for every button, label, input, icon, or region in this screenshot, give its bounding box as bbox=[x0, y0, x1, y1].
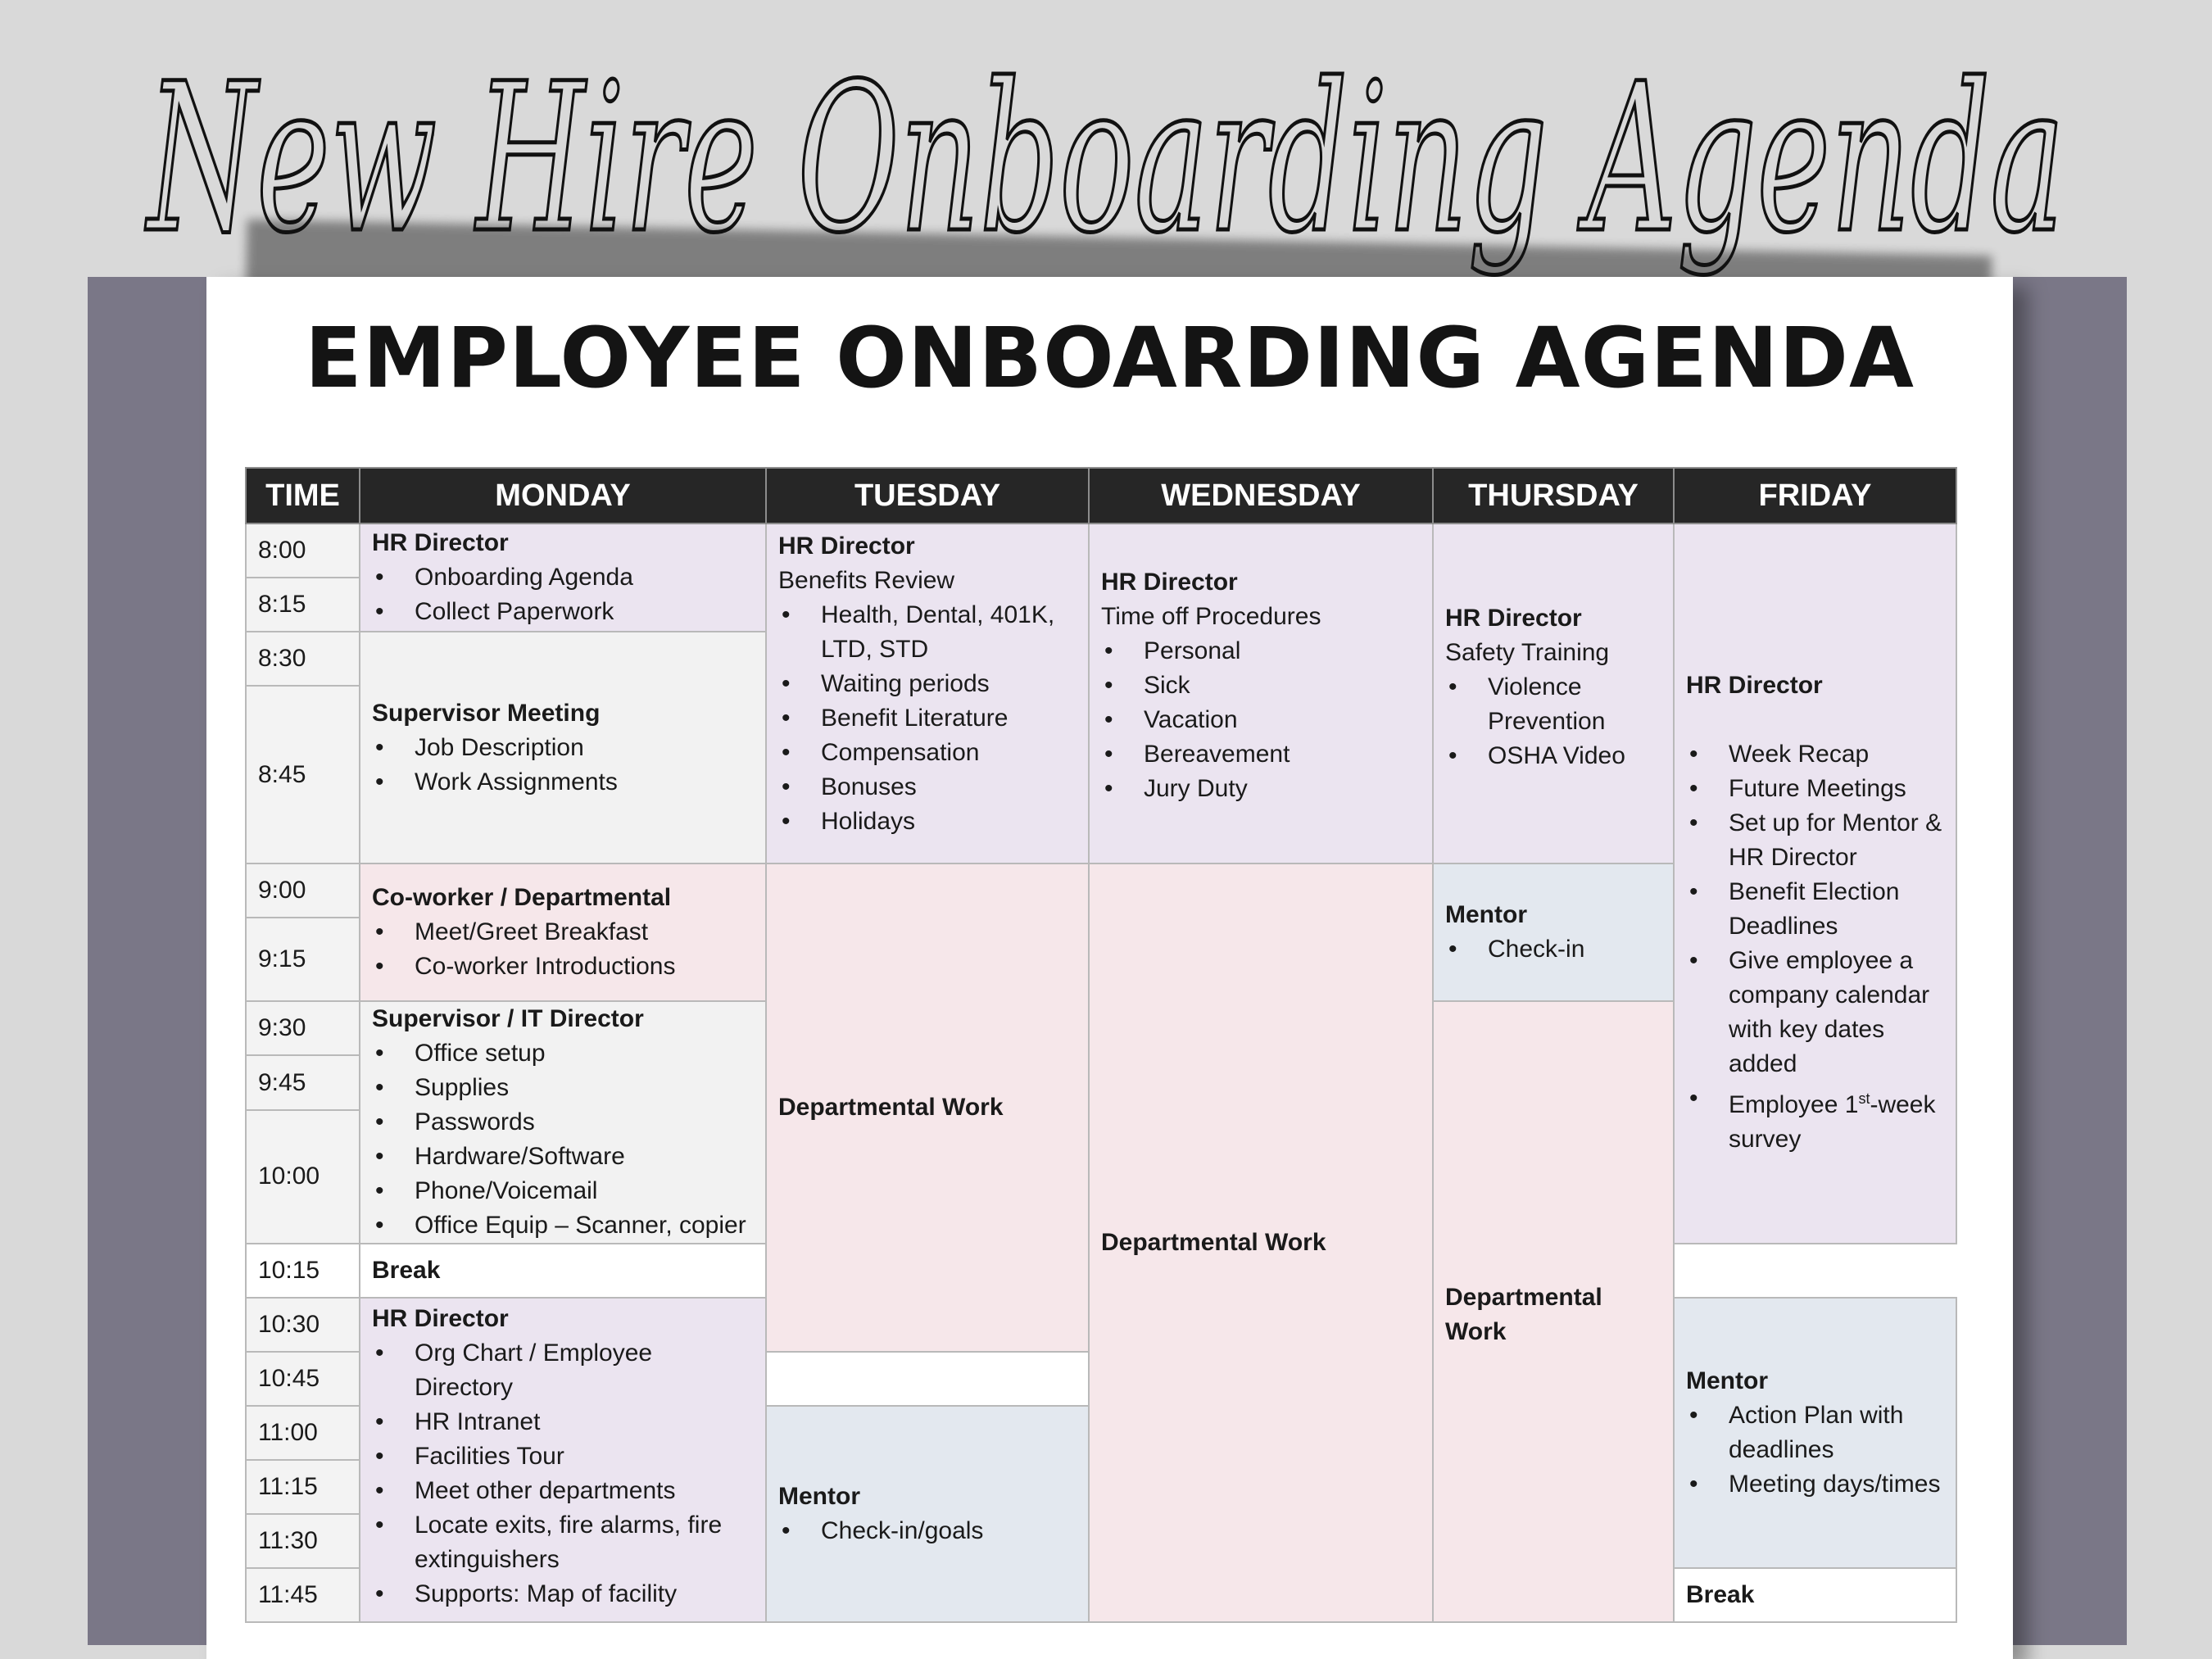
time-cell: 8:30 bbox=[246, 632, 360, 686]
block-heading: Supervisor / IT Director bbox=[372, 1005, 644, 1032]
block-heading: Co-worker / Departmental bbox=[372, 884, 672, 911]
agenda-table bbox=[245, 467, 1957, 1623]
banner-script-title bbox=[0, 0, 2212, 295]
list-item: • Office Equip – Scanner, copier bbox=[415, 1208, 754, 1243]
survey-text-start: Employee 1 bbox=[1729, 1091, 1859, 1118]
block-heading: Departmental Work bbox=[1101, 1229, 1326, 1256]
list-item: • Meet/Greet Breakfast bbox=[415, 915, 754, 950]
list-item: • Sick bbox=[1144, 669, 1421, 703]
list-item: • OSHA Video bbox=[1488, 739, 1661, 773]
time-cell: 8:45 bbox=[246, 686, 360, 863]
list-item bbox=[1729, 1081, 1944, 1157]
block-heading: HR Director bbox=[372, 529, 509, 556]
list-item: • Check-in/goals bbox=[821, 1514, 1077, 1548]
col-friday-header: FRIDAY bbox=[1674, 468, 1956, 524]
banner-title-text: New Hire Onboarding Agenda bbox=[144, 39, 2065, 278]
block-list bbox=[372, 915, 754, 984]
list-item: • Work Assignments bbox=[415, 765, 754, 800]
list-item: • Supports: Map of facility bbox=[415, 1577, 754, 1611]
block-list bbox=[1101, 634, 1421, 806]
time-cell: 9:30 bbox=[246, 1001, 360, 1055]
block-heading: Mentor bbox=[778, 1483, 860, 1510]
block-heading: HR Director bbox=[1686, 672, 1823, 699]
block-list bbox=[778, 598, 1077, 839]
block-heading: HR Director bbox=[1101, 569, 1238, 596]
list-item: • Office setup bbox=[415, 1036, 754, 1071]
banner-title-svg bbox=[0, 0, 2212, 295]
time-cell: 9:00 bbox=[246, 863, 360, 918]
list-item: • Collect Paperwork bbox=[415, 595, 754, 629]
list-item: • Bonuses bbox=[821, 770, 1077, 805]
time-cell: 9:45 bbox=[246, 1055, 360, 1109]
block-heading: Supervisor Meeting bbox=[372, 699, 601, 727]
time-cell: 10:45 bbox=[246, 1352, 360, 1406]
list-item: • Health, Dental, 401K, LTD, STD bbox=[821, 598, 1077, 667]
thursday-hr-director-block bbox=[1433, 524, 1674, 863]
block-heading: HR Director bbox=[778, 533, 915, 560]
wednesday-departmental-work-block bbox=[1089, 863, 1433, 1622]
block-list bbox=[372, 560, 754, 629]
list-item: • Give employee a company calendar with key dates added bbox=[1729, 944, 1944, 1081]
list-item: • Benefit Literature bbox=[821, 701, 1077, 736]
time-cell: 11:45 bbox=[246, 1568, 360, 1622]
list-item: • Set up for Mentor & HR Director bbox=[1729, 806, 1944, 875]
block-heading: Mentor bbox=[1686, 1367, 1768, 1394]
break-label: Break bbox=[1686, 1581, 1755, 1608]
col-tuesday-header: TUESDAY bbox=[766, 468, 1089, 524]
time-cell: 8:00 bbox=[246, 524, 360, 578]
list-item: • Meeting days/times bbox=[1729, 1467, 1944, 1502]
time-cell: 9:15 bbox=[246, 918, 360, 1001]
list-item: • Phone/Voicemail bbox=[415, 1174, 754, 1208]
break-label: Break bbox=[372, 1257, 441, 1284]
time-cell: 10:30 bbox=[246, 1298, 360, 1352]
time-cell: 11:00 bbox=[246, 1406, 360, 1460]
block-subheading: Time off Procedures bbox=[1101, 603, 1321, 630]
tuesday-mentor-block bbox=[766, 1406, 1089, 1622]
list-item: • Supplies bbox=[415, 1071, 754, 1105]
block-list bbox=[1445, 932, 1661, 967]
list-item: • Co-worker Introductions bbox=[415, 950, 754, 984]
list-item: • Week Recap bbox=[1729, 737, 1944, 772]
thursday-departmental-work-block bbox=[1433, 1001, 1674, 1622]
monday-it-director-block bbox=[360, 1001, 766, 1244]
wednesday-hr-director-block bbox=[1089, 524, 1433, 863]
block-list bbox=[1686, 1398, 1944, 1502]
header-row bbox=[246, 468, 1956, 524]
list-item: • Meet other departments bbox=[415, 1474, 754, 1508]
list-item: • Waiting periods bbox=[821, 667, 1077, 701]
spacer bbox=[1686, 703, 1944, 737]
monday-coworker-block bbox=[360, 863, 766, 1001]
survey-text-end: -week survey bbox=[1729, 1091, 1936, 1153]
col-time-header: TIME bbox=[246, 468, 360, 524]
block-heading: Departmental Work bbox=[778, 1094, 1004, 1121]
thursday-mentor-block bbox=[1433, 863, 1674, 1001]
block-heading: Mentor bbox=[1445, 901, 1527, 928]
list-item: • Facilities Tour bbox=[415, 1439, 754, 1474]
time-cell: 10:00 bbox=[246, 1110, 360, 1244]
list-item: • Check-in bbox=[1488, 932, 1661, 967]
table-row bbox=[246, 524, 1956, 578]
monday-hr-director-block bbox=[360, 524, 766, 632]
block-heading: Departmental Work bbox=[1445, 1284, 1602, 1345]
list-item: • Onboarding Agenda bbox=[415, 560, 754, 595]
list-item: • HR Intranet bbox=[415, 1405, 754, 1439]
block-list bbox=[372, 731, 754, 800]
block-heading: HR Director bbox=[1445, 605, 1582, 632]
block-subheading: Benefits Review bbox=[778, 567, 955, 594]
list-item: • Vacation bbox=[1144, 703, 1421, 737]
document-title: EMPLOYEE ONBOARDING AGENDA bbox=[305, 310, 1915, 407]
block-list bbox=[778, 1514, 1077, 1548]
time-cell: 10:15 bbox=[246, 1244, 360, 1298]
monday-supervisor-meeting-block bbox=[360, 632, 766, 863]
friday-break-block bbox=[1674, 1568, 1956, 1622]
superscript-st: st bbox=[1858, 1090, 1870, 1107]
list-item: • Action Plan with deadlines bbox=[1729, 1398, 1944, 1467]
list-item: • Holidays bbox=[821, 805, 1077, 839]
time-cell: 8:15 bbox=[246, 578, 360, 632]
list-item: • Passwords bbox=[415, 1105, 754, 1140]
tuesday-departmental-work-block bbox=[766, 863, 1089, 1352]
list-item: • Org Chart / Employee Directory bbox=[415, 1336, 754, 1405]
block-list bbox=[1445, 670, 1661, 773]
block-list bbox=[1686, 737, 1944, 1157]
list-item: • Jury Duty bbox=[1144, 772, 1421, 806]
friday-mentor-block bbox=[1674, 1298, 1956, 1568]
block-list bbox=[372, 1036, 754, 1243]
list-item: • Locate exits, fire alarms, fire extinguishers bbox=[415, 1508, 754, 1577]
time-cell: 11:15 bbox=[246, 1460, 360, 1514]
list-item: • Bereavement bbox=[1144, 737, 1421, 772]
col-wednesday-header: WEDNESDAY bbox=[1089, 468, 1433, 524]
block-heading: HR Director bbox=[372, 1305, 509, 1332]
col-monday-header: MONDAY bbox=[360, 468, 766, 524]
list-item: • Personal bbox=[1144, 634, 1421, 669]
list-item: • Benefit Election Deadlines bbox=[1729, 875, 1944, 944]
friday-hr-director-block bbox=[1674, 524, 1956, 1244]
list-item: • Hardware/Software bbox=[415, 1140, 754, 1174]
list-item: • Job Description bbox=[415, 731, 754, 765]
block-subheading: Safety Training bbox=[1445, 639, 1610, 666]
list-item: • Violence Prevention bbox=[1488, 670, 1661, 739]
block-list bbox=[372, 1336, 754, 1611]
time-cell: 11:30 bbox=[246, 1514, 360, 1568]
monday-break-block bbox=[360, 1244, 766, 1298]
monday-hr-director-tour-block bbox=[360, 1298, 766, 1622]
col-thursday-header: THURSDAY bbox=[1433, 468, 1674, 524]
list-item: • Future Meetings bbox=[1729, 772, 1944, 806]
tuesday-hr-director-block bbox=[766, 524, 1089, 863]
list-item: • Compensation bbox=[821, 736, 1077, 770]
